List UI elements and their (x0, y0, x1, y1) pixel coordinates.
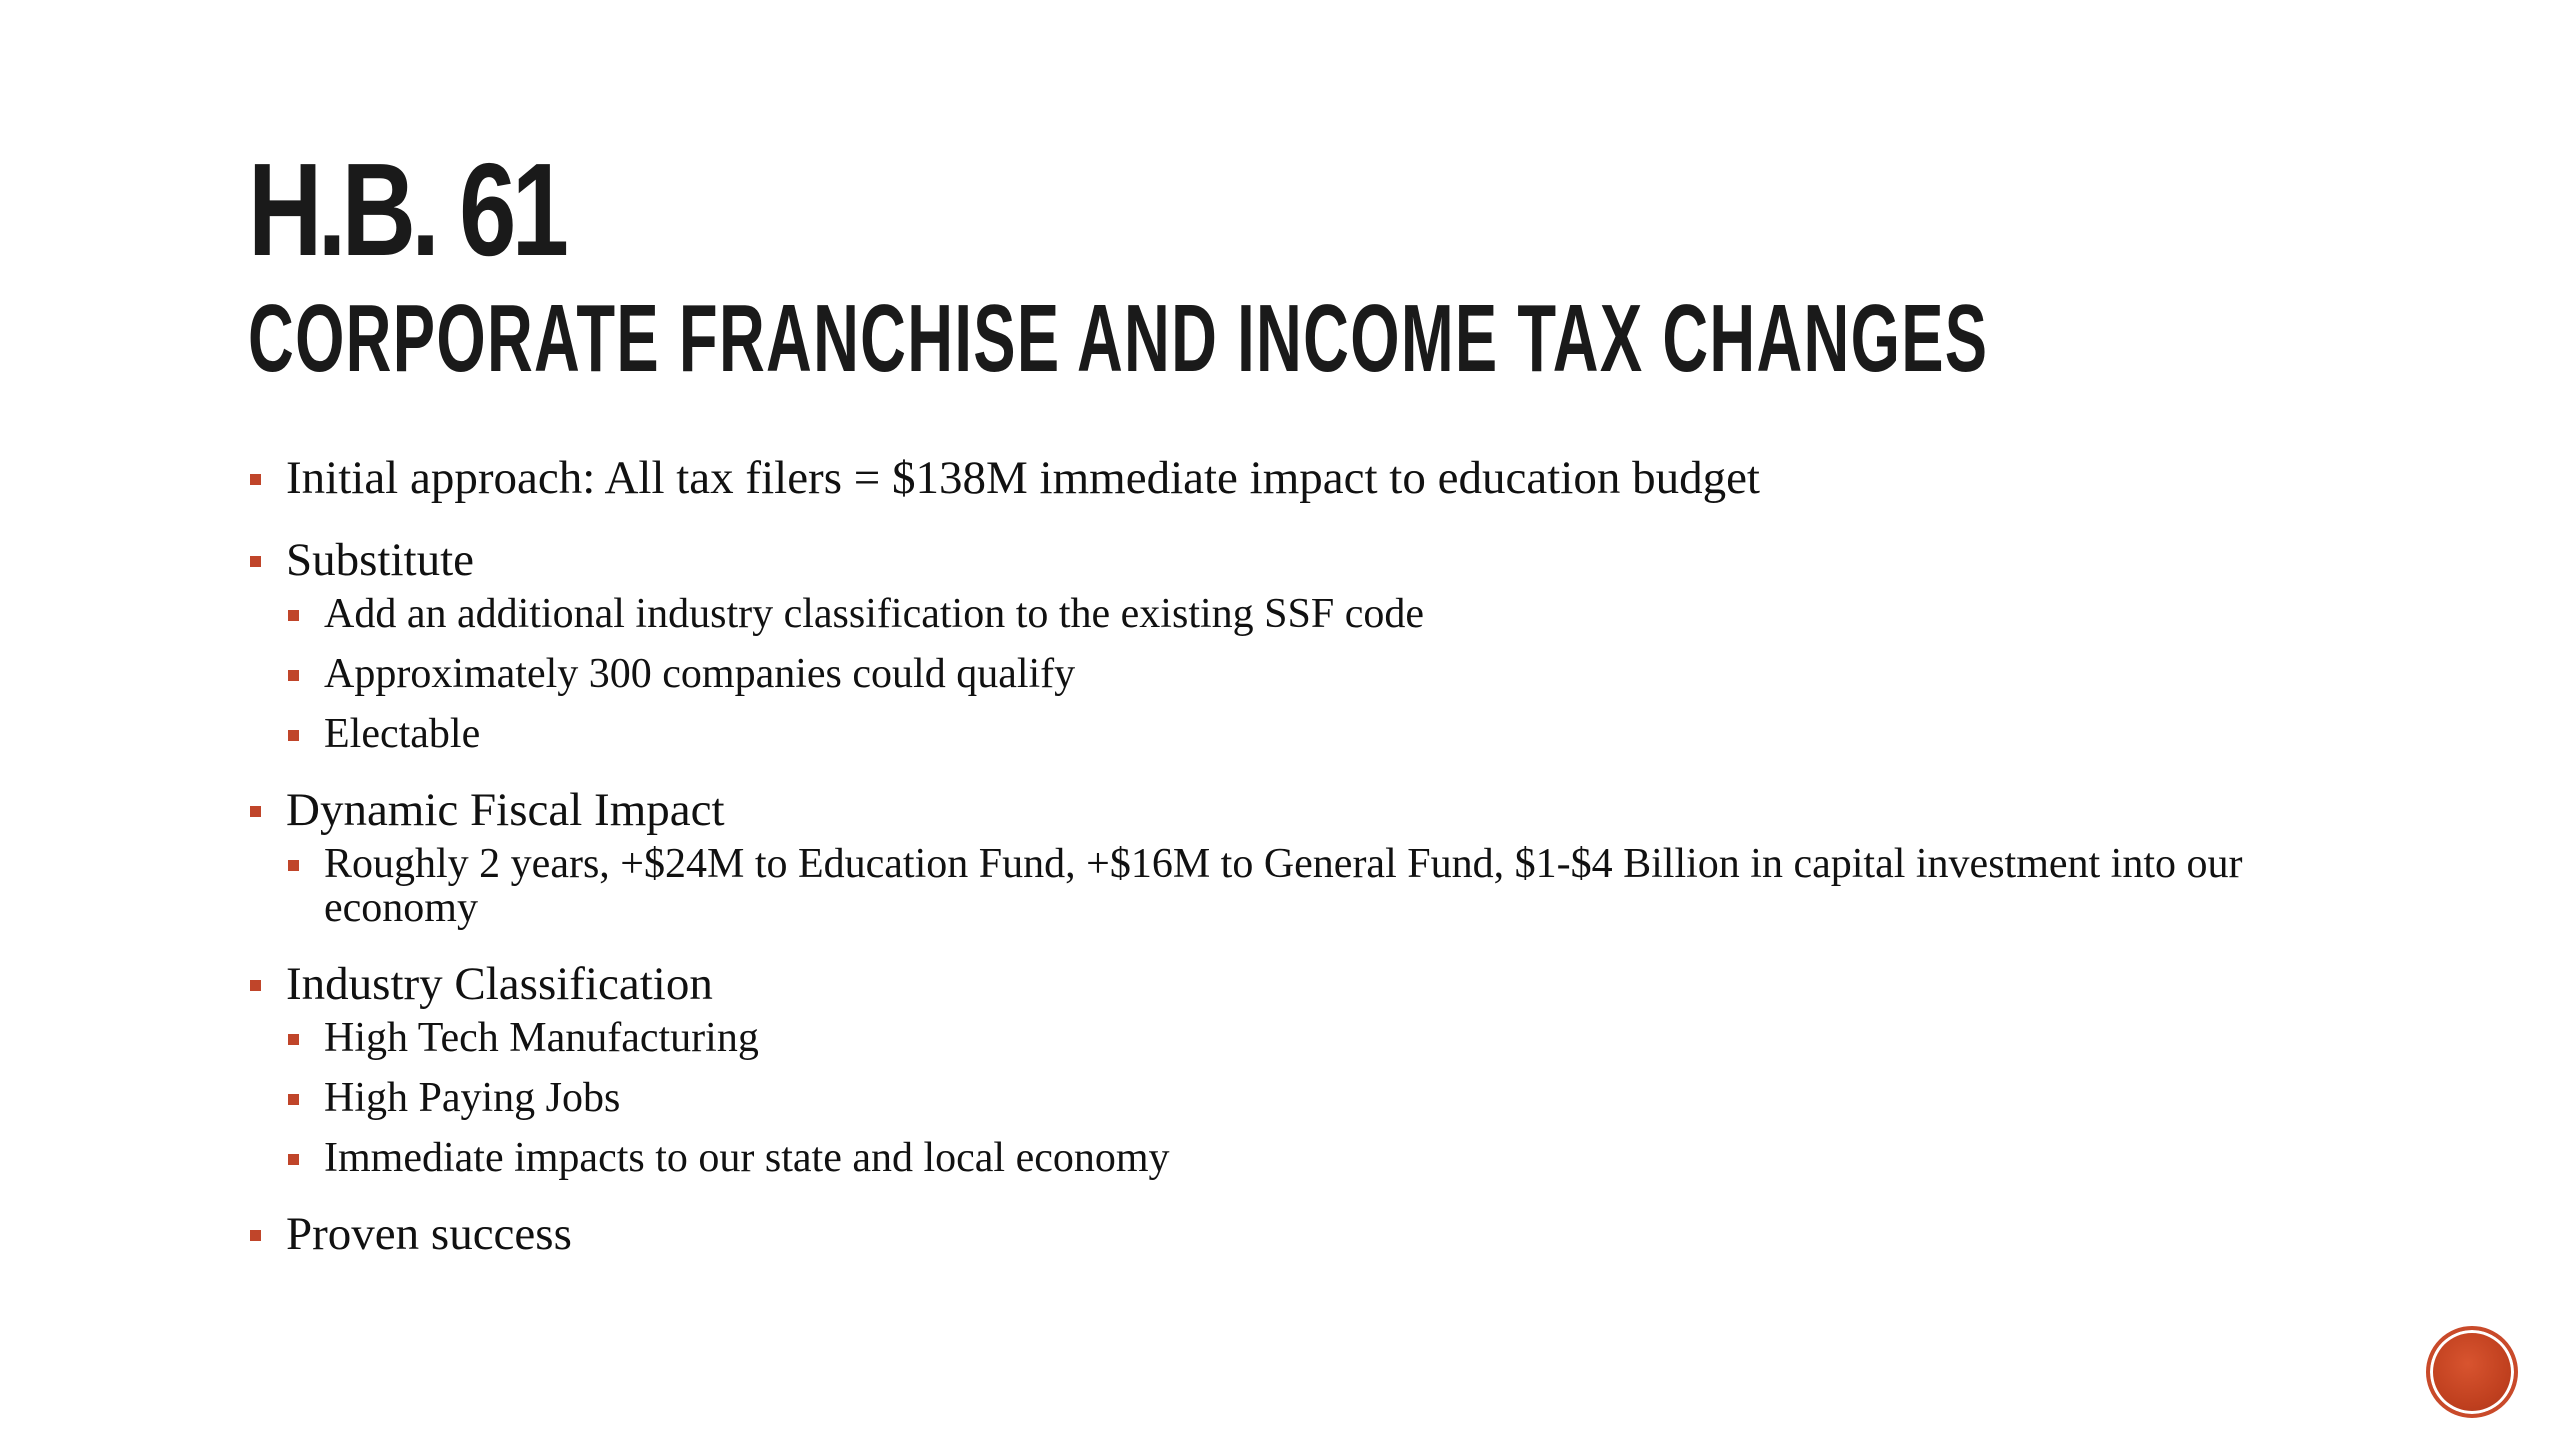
title-bill-number: H.B. 61 (248, 136, 565, 283)
slide-title (248, 136, 2348, 394)
bullet-item (248, 956, 2308, 1180)
sub-bullet-item (286, 652, 2308, 696)
sub-bullet-text: High Tech Manufacturing (324, 1015, 759, 1061)
sub-bullet-text: Roughly 2 years, +$24M to Education Fund, +$16M to General Fund, $1-$4 Billion in capital investment into our economy (324, 841, 2243, 931)
bullet-item (248, 1206, 2308, 1262)
square-bullet-icon (250, 474, 261, 485)
sub-bullet-text: Immediate impacts to our state and local economy (324, 1135, 1170, 1181)
slide-number-badge (2426, 1326, 2518, 1418)
sub-bullet-text: Approximately 300 companies could qualify (324, 651, 1076, 697)
square-bullet-icon (250, 980, 261, 991)
bullet-text: Substitute (286, 534, 475, 586)
square-bullet-icon (288, 670, 299, 681)
bullet-item (248, 450, 2308, 506)
bullet-item (248, 532, 2308, 756)
square-bullet-icon (288, 1154, 299, 1165)
square-bullet-icon (288, 610, 299, 621)
slide-content (248, 450, 2308, 1288)
sub-bullet-list (286, 592, 2308, 756)
sub-bullet-item (286, 712, 2308, 756)
bullet-text: Industry Classification (286, 958, 713, 1010)
title-subject: CORPORATE FRANCHISE AND INCOME TAX CHANGES (248, 285, 1989, 392)
sub-bullet-text: High Paying Jobs (324, 1075, 621, 1121)
square-bullet-icon (250, 1230, 261, 1241)
sub-bullet-item (286, 1016, 2308, 1060)
bullet-text: Dynamic Fiscal Impact (286, 784, 725, 836)
bullet-item (248, 782, 2308, 930)
square-bullet-icon (288, 860, 299, 871)
bullet-list (248, 450, 2308, 1262)
sub-bullet-item (286, 592, 2308, 636)
sub-bullet-item (286, 842, 2308, 930)
square-bullet-icon (288, 1094, 299, 1105)
sub-bullet-list (286, 842, 2308, 930)
square-bullet-icon (288, 730, 299, 741)
sub-bullet-list (286, 1016, 2308, 1180)
square-bullet-icon (250, 806, 261, 817)
square-bullet-icon (250, 556, 261, 567)
bullet-text: Proven success (286, 1208, 572, 1260)
square-bullet-icon (288, 1034, 299, 1045)
bullet-text: Initial approach: All tax filers = $138M immediate impact to education budget (286, 452, 1760, 504)
sub-bullet-item (286, 1136, 2308, 1180)
sub-bullet-text: Electable (324, 711, 481, 757)
sub-bullet-item (286, 1076, 2308, 1120)
sub-bullet-text: Add an additional industry classification to the existing SSF code (324, 591, 1425, 637)
